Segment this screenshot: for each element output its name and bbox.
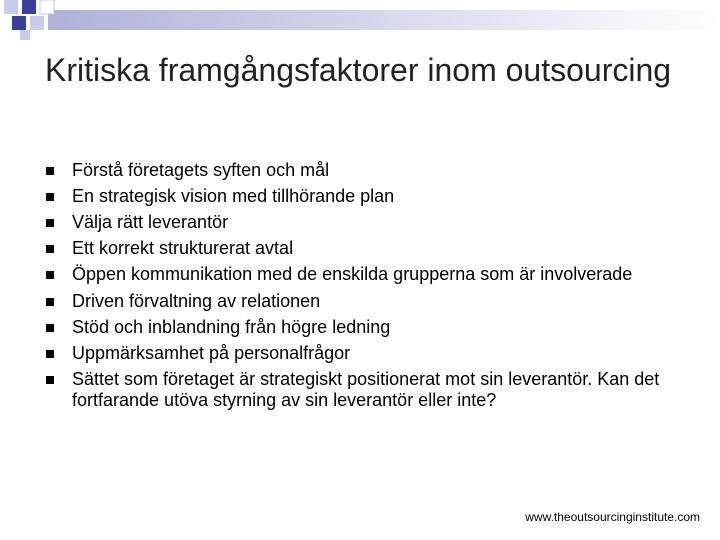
bullet-item (45, 264, 685, 285)
bullet-text: Förstå företagets syften och mål (72, 160, 330, 180)
decorative-header (0, 0, 720, 40)
square-bullet-icon (46, 167, 54, 175)
bullet-item (45, 291, 685, 312)
square-bullet-icon (46, 298, 54, 306)
deco-square (40, 0, 54, 14)
bullet-item (45, 212, 685, 233)
bullet-item (45, 160, 685, 181)
header-gradient-bar (48, 10, 720, 30)
bullet-text: Stöd och inblandning från högre ledning (72, 317, 391, 337)
bullet-text: En strategisk vision med tillhörande plan (72, 186, 395, 206)
square-bullet-icon (46, 271, 54, 279)
bullet-item (45, 186, 685, 207)
bullet-item (45, 343, 685, 364)
square-bullet-icon (46, 193, 54, 201)
square-bullet-icon (46, 245, 54, 253)
deco-square (22, 0, 36, 14)
square-bullet-icon (46, 376, 54, 384)
square-bullet-icon (46, 324, 54, 332)
bullet-item (45, 369, 685, 411)
deco-square (4, 0, 18, 14)
source-url: www.theoutsourcinginstitute.com (525, 510, 700, 524)
bullet-text: Uppmärksamhet på personalfrågor (72, 343, 351, 363)
bullet-text: Öppen kommunikation med de enskilda grupperna som är involverade (72, 264, 633, 284)
bullet-text: Ett korrekt strukturerat avtal (72, 238, 294, 258)
bullet-text: Driven förvaltning av relationen (72, 291, 321, 311)
square-bullet-icon (46, 350, 54, 358)
deco-square (30, 16, 44, 30)
deco-square (12, 16, 26, 30)
bullet-item (45, 238, 685, 259)
bullet-text: Sättet som företaget är strategiskt positionerat mot sin leverantör. Kan det fortfarande utöva styrning av sin leverantör eller inte? (72, 369, 660, 410)
bullet-item (45, 317, 685, 338)
bullet-list (45, 160, 685, 417)
slide-title: Kritiska framgångsfaktorer inom outsourcing (45, 52, 672, 88)
bullet-text: Välja rätt leverantör (72, 212, 229, 232)
deco-square (20, 30, 30, 40)
square-bullet-icon (46, 219, 54, 227)
